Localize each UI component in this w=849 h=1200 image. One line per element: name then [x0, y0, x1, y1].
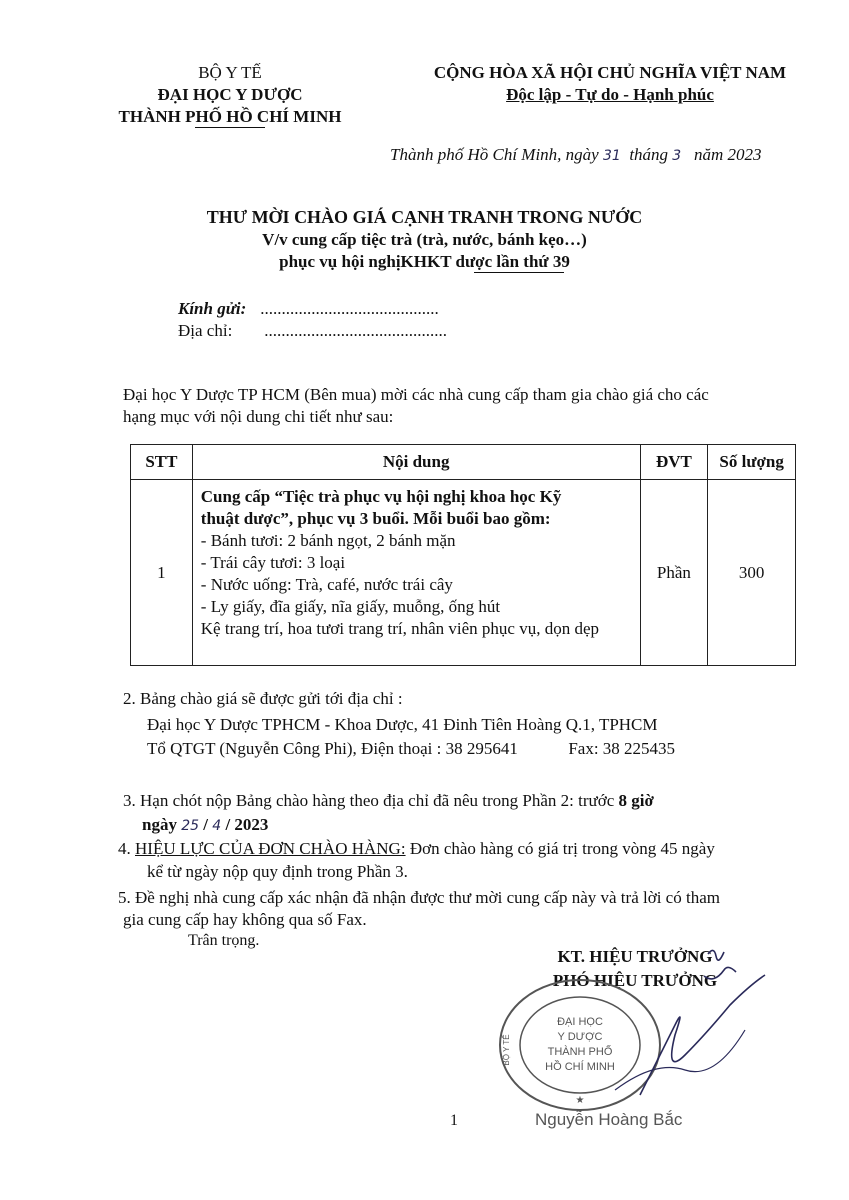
handwritten-day: 31: [602, 148, 621, 164]
section3-line2: ngày 25 / 4 / 2023: [142, 815, 269, 834]
stamp-text: HỒ CHÍ MINH: [545, 1061, 615, 1073]
signer-name: Nguyễn Hoàng Bắc: [535, 1110, 683, 1129]
title-underline: [474, 272, 564, 273]
section2-address: Đại học Y Dược TPHCM - Khoa Dược, 41 Đinh Tiên Hoàng Q.1, TPHCM: [147, 715, 658, 734]
address-dots: ...........................................: [264, 321, 447, 340]
header-quantity: Số lượng: [708, 445, 796, 480]
date-line: Thành phố Hồ Chí Minh, ngày 31 tháng 3 năm 2023: [390, 145, 762, 164]
header-underline: [195, 127, 265, 128]
national-header: [420, 62, 800, 106]
section5-line2: gia cung cấp hay không qua số Fax.: [123, 910, 367, 929]
document-subject-line2: phục vụ hội nghịKHKT dược lần thứ 39: [279, 252, 570, 271]
header-unit: ĐVT: [640, 445, 708, 480]
row-item: - Nước uống: Trà, café, nước trái cây: [200, 575, 453, 594]
section4-line1: 4. HIỆU LỰC CỦA ĐƠN CHÀO HÀNG: Đơn chào hàng có giá trị trong vòng 45 ngày: [118, 839, 715, 858]
row-stt: 1: [131, 480, 193, 666]
stamp-text: Y DƯỢC: [557, 1031, 603, 1043]
stamp-text: BỘ Y TẾ: [502, 1034, 511, 1066]
row-title-line2: thuật dược”, phục vụ 3 buổi. Mỗi buổi bao gồm:: [200, 509, 551, 528]
row-title-line1: Cung cấp “Tiệc trà phục vụ hội nghị khoa học Kỹ: [200, 487, 562, 506]
intro-line1: Đại học Y Dược TP HCM (Bên mua) mời các nhà cung cấp tham gia chào giá cho các: [123, 385, 709, 404]
signature-title2: PHÓ HIỆU TRƯỞNG: [552, 971, 718, 990]
section2-phone: Tổ QTGT (Nguyễn Công Phi), Điện thoại : 38 295641: [147, 739, 518, 758]
page-number: 1: [450, 1112, 458, 1129]
document-subject-line1: V/v cung cấp tiệc trà (trà, nước, bánh kẹo…): [262, 230, 587, 249]
row-content: [192, 480, 640, 666]
handwritten-deadline-month: 4: [212, 818, 222, 834]
university-name-line2: THÀNH PHỐ HỒ CHÍ MINH: [118, 107, 342, 126]
national-motto: Độc lập - Tự do - Hạnh phúc: [506, 85, 714, 104]
handwritten-signature: [600, 940, 790, 1110]
ministry-name: BỘ Y TẾ: [198, 63, 262, 82]
signature-title1: KT. HIỆU TRƯỞNG: [557, 947, 713, 966]
section2-fax: Fax: 38 225435: [568, 739, 676, 758]
stamp-text: THÀNH PHỐ: [547, 1046, 613, 1058]
deadline-hour: 8 giờ: [618, 791, 654, 810]
handwritten-deadline-day: 25: [181, 818, 200, 834]
ministry-header: [115, 62, 345, 128]
section3-line1: 3. Hạn chót nộp Bảng chào hàng theo địa chỉ đã nêu trong Phần 2: trước 8 giờ: [123, 791, 654, 810]
svg-text:★: ★: [575, 1095, 585, 1106]
stamp-text: ĐẠI HỌC: [557, 1016, 603, 1028]
address-line: [178, 320, 447, 342]
row-unit: Phần: [640, 480, 708, 666]
row-item: Kệ trang trí, hoa tươi trang trí, nhân viên phục vụ, dọn dẹp: [200, 619, 600, 638]
intro-line2: hạng mục với nội dung chi tiết như sau:: [123, 407, 394, 426]
row-quantity: 300: [708, 480, 796, 666]
university-name-line1: ĐẠI HỌC Y DƯỢC: [157, 85, 303, 104]
section5-line1: 5. Đề nghị nhà cung cấp xác nhận đã nhận được thư mời cung cấp này và trả lời có tham: [118, 888, 720, 907]
document-title: THƯ MỜI CHÀO GIÁ CẠNH TRANH TRONG NƯỚC: [206, 207, 643, 227]
table-row: [131, 480, 796, 666]
row-item: - Trái cây tươi: 3 loại: [200, 553, 346, 572]
validity-label: HIỆU LỰC CỦA ĐƠN CHÀO HÀNG:: [135, 839, 406, 858]
header-content: Nội dung: [192, 445, 640, 480]
header-stt: STT: [131, 445, 193, 480]
section2-heading: 2. Bảng chào giá sẽ được gửi tới địa chỉ :: [123, 689, 403, 708]
recipient-line: [178, 298, 439, 320]
row-item: - Ly giấy, đĩa giấy, nĩa giấy, muỗng, ống hút: [200, 597, 501, 616]
closing-text: Trân trọng.: [188, 932, 260, 949]
table-header-row: [131, 445, 796, 480]
row-item: - Bánh tươi: 2 bánh ngọt, 2 bánh mặn: [200, 531, 456, 550]
address-label: Địa chỉ:: [178, 321, 233, 340]
republic-name: CỘNG HÒA XÃ HỘI CHỦ NGHĨA VIỆT NAM: [433, 63, 787, 82]
section2-contact: [147, 738, 675, 760]
items-table: [130, 444, 796, 666]
recipient-dots: ..........................................: [260, 299, 439, 318]
section4-line2: kể từ ngày nộp quy định trong Phần 3.: [147, 862, 408, 881]
handwritten-month: 3: [672, 148, 682, 164]
recipient-label: Kính gửi:: [178, 299, 247, 318]
